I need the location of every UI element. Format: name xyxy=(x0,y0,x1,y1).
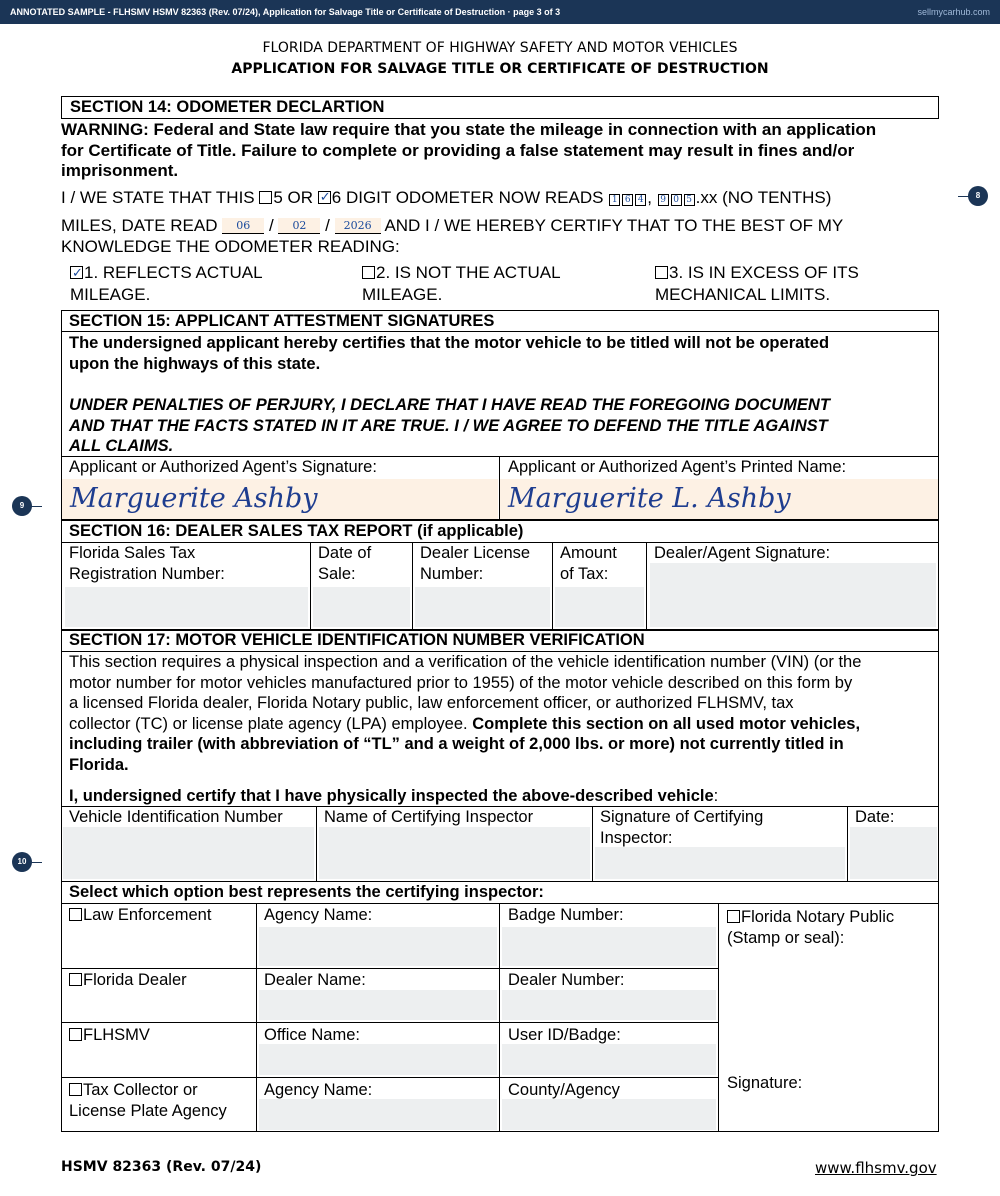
inspector-name-field[interactable] xyxy=(319,827,590,879)
odometer-comma: , xyxy=(647,188,652,207)
annotation-marker-9: 9 xyxy=(12,496,32,516)
top-banner xyxy=(0,0,1000,24)
odometer-digit-4[interactable]: 9 xyxy=(658,194,669,206)
office-name-field[interactable] xyxy=(259,1044,497,1075)
section-14-warning xyxy=(61,120,961,182)
florida-dealer-checkbox[interactable] xyxy=(69,973,82,986)
vin-label: Vehicle Identification Number xyxy=(69,808,283,826)
option-1-label-2: MILEAGE. xyxy=(70,285,151,304)
warning-line-2: for Certificate of Title. Failure to complete or providing a false statement may result in fines and/or xyxy=(61,140,855,160)
county-agency-field[interactable] xyxy=(502,1099,716,1130)
divider xyxy=(718,903,719,1132)
date-month-field[interactable]: 06 xyxy=(222,218,264,234)
miles-date-label: MILES, DATE READ xyxy=(61,216,218,235)
vin-field[interactable] xyxy=(63,827,314,879)
divider xyxy=(847,806,848,881)
not-actual-checkbox[interactable] xyxy=(362,266,375,279)
option-3-label: 3. IS IN EXCESS OF ITS xyxy=(669,263,859,282)
odometer-digit-1[interactable]: 1 xyxy=(609,194,620,206)
user-id-label: User ID/Badge: xyxy=(508,1026,621,1044)
divider xyxy=(61,331,939,332)
tc-agency-field[interactable] xyxy=(259,1099,497,1130)
date-of-sale-label: Date of Sale: xyxy=(318,544,372,583)
perjury-line-1: UNDER PENALTIES OF PERJURY, I DECLARE THAT I HAVE READ THE FOREGOING DOCUMENT xyxy=(69,396,830,414)
signature-label: Applicant or Authorized Agent’s Signature: xyxy=(69,458,377,476)
perjury-line-2: AND THAT THE FACTS STATED IN IT ARE TRUE. I / WE AGREE TO DEFEND THE TITLE AGAINST xyxy=(69,416,828,435)
no-tenths-label: .xx (NO TENTHS) xyxy=(695,188,832,207)
section-16-title: SECTION 16: DEALER SALES TAX REPORT (if applicable) xyxy=(69,522,524,540)
knowledge-text: KNOWLEDGE THE ODOMETER READING: xyxy=(61,237,400,256)
dealer-number-label: Dealer Number: xyxy=(508,971,625,989)
section-15-title: SECTION 15: APPLICANT ATTESTMENT SIGNATURES xyxy=(69,312,495,330)
tax-collector-checkbox[interactable] xyxy=(69,1083,82,1096)
dealer-license-field[interactable] xyxy=(415,587,550,627)
instr-line-5: including trailer (with abbreviation of “TL” and a weight of 2,000 lbs. or more) not currently titled in xyxy=(69,735,844,753)
date-read-line xyxy=(61,216,843,237)
option-2-label-2: MILEAGE. xyxy=(362,285,443,304)
tc-agency-label: Agency Name: xyxy=(264,1081,373,1099)
state-text: I / WE STATE THAT THIS xyxy=(61,188,260,207)
amount-of-tax-field[interactable] xyxy=(555,587,644,627)
law-agency-field[interactable] xyxy=(259,927,497,966)
instr-line-1: This section requires a physical inspection and a verification of the vehicle identification number (VIN) (or the xyxy=(69,653,862,671)
applicant-printed-name: Marguerite L. Ashby xyxy=(508,483,791,514)
section-17-title: SECTION 17: MOTOR VEHICLE IDENTIFICATION NUMBER VERIFICATION xyxy=(69,631,645,649)
divider xyxy=(61,968,718,969)
option-2-label: 2. IS NOT THE ACTUAL xyxy=(376,263,561,282)
florida-dealer-option: Florida Dealer xyxy=(69,970,187,991)
date-slash-1: / xyxy=(268,216,274,235)
notary-signature-label: Signature: xyxy=(727,1074,803,1092)
amount-of-tax-label: Amount of Tax: xyxy=(560,544,617,583)
divider xyxy=(646,542,647,630)
six-digit-checkbox[interactable] xyxy=(318,191,331,204)
instr-line-2: motor number for motor vehicles manufactured prior to 1955) of the motor vehicle described on this form by xyxy=(69,673,853,692)
divider xyxy=(310,542,311,630)
divider xyxy=(61,1077,718,1078)
section-14-title: SECTION 14: ODOMETER DECLARTION xyxy=(70,98,385,116)
section-17-instructions xyxy=(69,652,939,775)
flhsmv-option: FLHSMV xyxy=(69,1025,150,1046)
divider xyxy=(61,881,939,882)
date-of-sale-field[interactable] xyxy=(313,587,410,627)
odometer-option-3 xyxy=(655,262,859,306)
six-digit-label: 6 DIGIT ODOMETER NOW READS xyxy=(331,188,609,207)
inspection-certify: I, undersigned certify that I have physically inspected the above-described vehicle: xyxy=(69,787,719,805)
odometer-digit-6[interactable]: 5 xyxy=(684,194,695,206)
sales-tax-reg-field[interactable] xyxy=(65,587,308,627)
dealer-name-field[interactable] xyxy=(259,990,497,1020)
five-digit-checkbox[interactable] xyxy=(259,191,272,204)
badge-number-label: Badge Number: xyxy=(508,906,624,924)
odometer-digit-5[interactable]: 0 xyxy=(671,194,682,206)
certify-line-2: upon the highways of this state. xyxy=(69,354,321,373)
badge-number-field[interactable] xyxy=(502,927,716,966)
annotation-marker-10: 10 xyxy=(12,852,32,872)
divider xyxy=(592,806,593,881)
section-14-header xyxy=(61,96,939,119)
odometer-option-2 xyxy=(362,262,561,306)
law-enforcement-checkbox[interactable] xyxy=(69,908,82,921)
agency-name: FLORIDA DEPARTMENT OF HIGHWAY SAFETY AND MOTOR VEHICLES xyxy=(262,40,738,56)
form-id: HSMV 82363 (Rev. 07/24) xyxy=(61,1159,262,1175)
law-enforcement-option: Law Enforcement xyxy=(69,905,211,926)
dealer-signature-field[interactable] xyxy=(650,563,936,627)
date-year-field[interactable]: 2026 xyxy=(335,218,381,234)
odometer-digit-2[interactable]: 6 xyxy=(622,194,633,206)
odometer-digit-3[interactable]: 4 xyxy=(635,194,646,206)
select-inspector-title: Select which option best represents the certifying inspector: xyxy=(69,883,544,901)
instr-line-3: a licensed Florida dealer, Florida Notary public, law enforcement officer, or authorized FLHSMV, tax xyxy=(69,694,794,712)
inspection-date-label: Date: xyxy=(855,808,895,826)
section-15-certification xyxy=(69,333,929,374)
divider xyxy=(552,542,553,630)
notary-option: Florida Notary Public (Stamp or seal): xyxy=(727,908,895,947)
divider xyxy=(316,806,317,881)
inspector-name-label: Name of Certifying Inspector xyxy=(324,808,534,826)
banner-site-link[interactable]: sellmycarhub.com xyxy=(917,7,990,17)
option-1-label: 1. REFLECTS ACTUAL xyxy=(84,263,263,282)
certify-line-1: The undersigned applicant hereby certifies that the motor vehicle to be titled will not be operated xyxy=(69,334,830,352)
divider xyxy=(256,903,257,1132)
warning-line-1: WARNING: Federal and State law require that you state the mileage in connection with an application xyxy=(61,120,877,139)
dealer-number-field[interactable] xyxy=(502,990,716,1020)
perjury-statement xyxy=(69,395,934,457)
divider xyxy=(61,903,939,904)
inspector-signature-field[interactable] xyxy=(595,847,845,879)
dealer-signature-label: Dealer/Agent Signature: xyxy=(654,544,831,562)
county-agency-label: County/Agency xyxy=(508,1081,620,1099)
annotation-marker-8: 8 xyxy=(968,186,988,206)
tax-collector-option: Tax Collector or License Plate Agency xyxy=(69,1081,227,1120)
inspector-signature-label: Signature of Certifying Inspector: xyxy=(600,808,764,847)
instr-line-6: Florida. xyxy=(69,755,129,774)
odometer-option-1 xyxy=(70,262,263,306)
option-3-label-2: MECHANICAL LIMITS. xyxy=(655,285,831,304)
dealer-name-label: Dealer Name: xyxy=(264,971,366,989)
sales-tax-reg-label: Florida Sales Tax Registration Number: xyxy=(69,544,225,583)
banner-title: ANNOTATED SAMPLE - FLHSMV HSMV 82363 (Rev. 07/24), Application for Salvage Title or Certificate of Destruction · page 3 of 3 xyxy=(10,7,561,17)
dealer-license-label: Dealer License Number: xyxy=(420,544,531,583)
perjury-line-3: ALL CLAIMS. xyxy=(69,437,174,455)
notary-checkbox[interactable] xyxy=(727,910,740,923)
odometer-statement xyxy=(61,188,831,209)
law-agency-label: Agency Name: xyxy=(264,906,373,924)
divider xyxy=(499,903,500,1132)
divider xyxy=(412,542,413,630)
applicant-signature: Marguerite Ashby xyxy=(70,483,318,514)
inspection-date-field[interactable] xyxy=(850,827,937,879)
office-name-label: Office Name: xyxy=(264,1026,360,1044)
form-title: APPLICATION FOR SALVAGE TITLE OR CERTIFICATE OF DESTRUCTION xyxy=(231,61,769,77)
warning-line-3: imprisonment. xyxy=(61,161,179,180)
printed-name-label: Applicant or Authorized Agent’s Printed Name: xyxy=(508,458,847,476)
excess-limits-checkbox[interactable] xyxy=(655,266,668,279)
instr-line-4: collector (TC) or license plate agency (LPA) employee. xyxy=(69,714,473,733)
five-digit-label: 5 OR xyxy=(273,188,318,207)
flhsmv-link[interactable]: www.flhsmv.gov xyxy=(815,1159,937,1177)
reflects-actual-checkbox[interactable] xyxy=(70,266,83,279)
divider xyxy=(61,1022,718,1023)
flhsmv-checkbox[interactable] xyxy=(69,1028,82,1041)
user-id-field[interactable] xyxy=(502,1044,716,1075)
date-day-field[interactable]: 02 xyxy=(278,218,320,234)
instr-line-4-bold: Complete this section on all used motor vehicles, xyxy=(472,714,861,733)
certify-text: AND I / WE HEREBY CERTIFY THAT TO THE BEST OF MY xyxy=(384,216,844,235)
date-slash-2: / xyxy=(325,216,330,235)
